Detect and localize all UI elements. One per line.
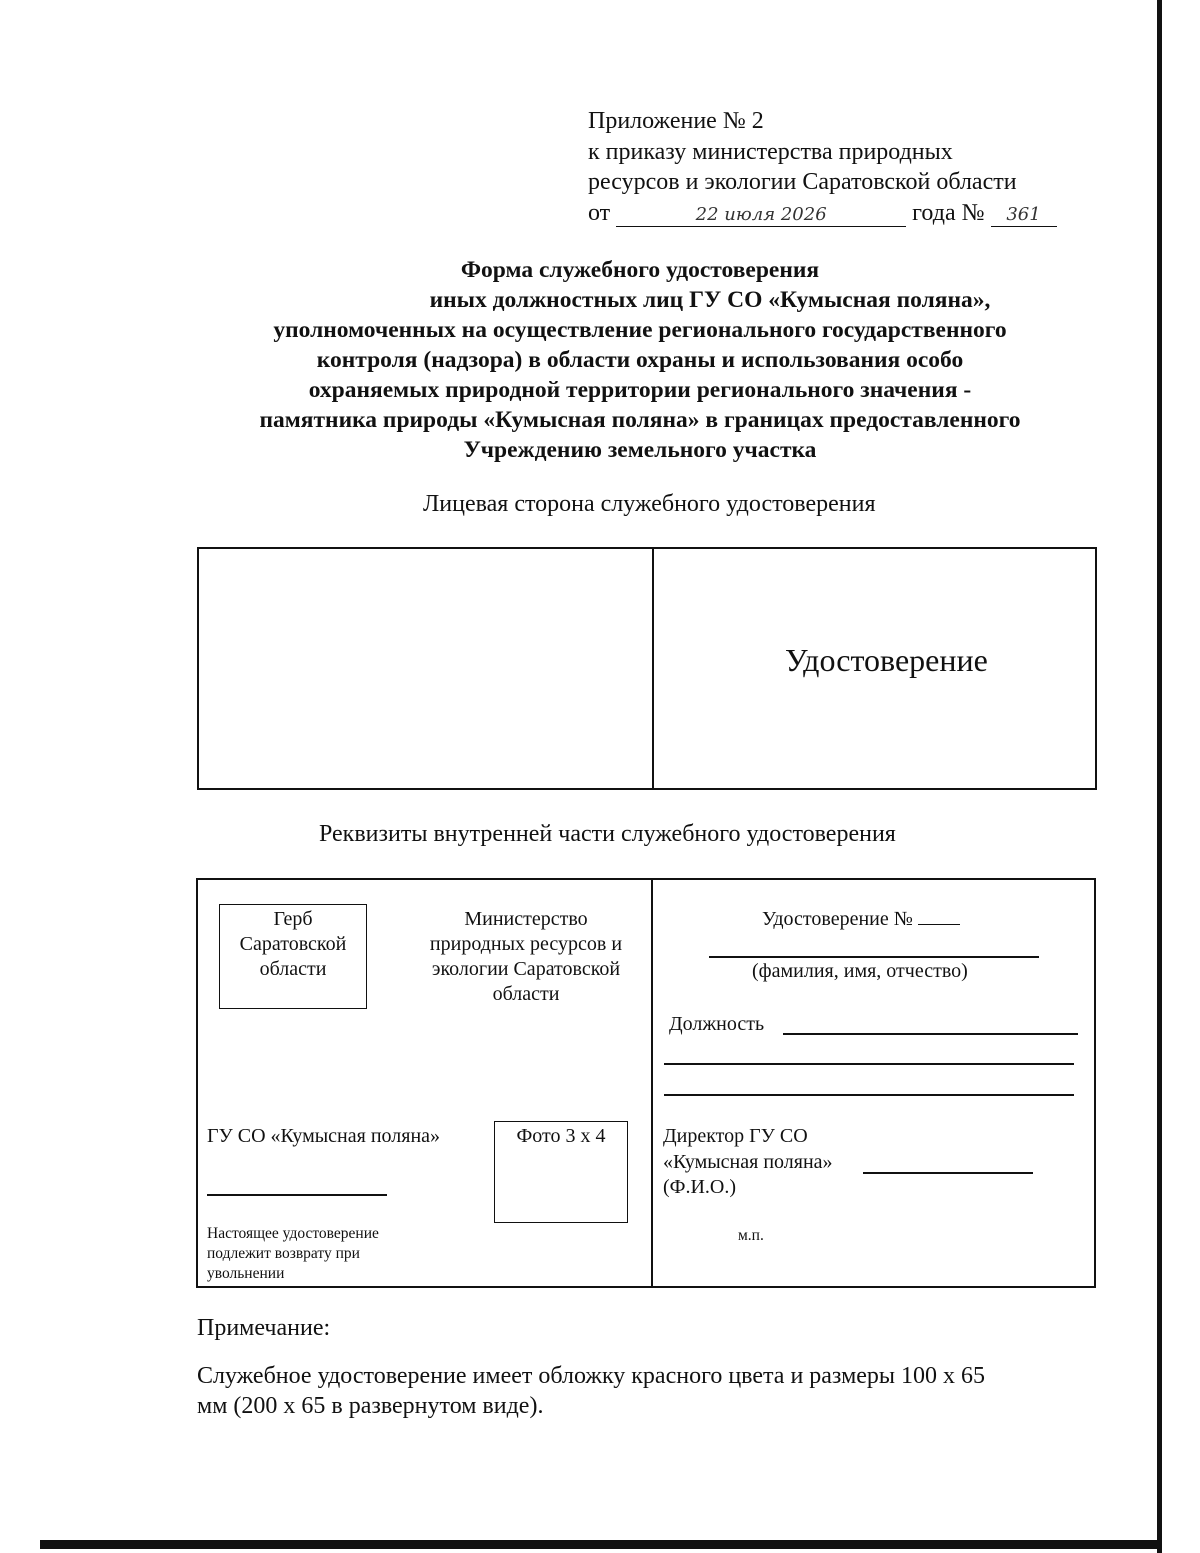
scan-edge-bottom: [40, 1540, 1162, 1549]
inner-side-heading: Реквизиты внутренней части служебного удостоверения: [319, 821, 896, 847]
position-line-2: [664, 1063, 1074, 1065]
front-card-divider: [652, 549, 654, 788]
director-org: «Кумысная поляна»: [663, 1151, 833, 1173]
position-line-1: [783, 1033, 1078, 1035]
title-line: Учреждению земельного участка: [463, 437, 817, 463]
appendix-order-ref: к приказу министерства природных: [588, 138, 953, 165]
director-fio: (Ф.И.О.): [663, 1176, 737, 1198]
coat-of-arms-line: Саратовской: [239, 933, 347, 955]
order-number-handwritten: 361: [991, 204, 1057, 227]
year-label: года №: [912, 199, 985, 226]
position-label: Должность: [669, 1013, 765, 1035]
coat-of-arms-placeholder: [219, 904, 367, 1009]
appendix-date-line: [588, 198, 1057, 229]
ministry-line: природных ресурсов и: [429, 933, 623, 955]
note-text-line-2: мм (200 х 65 в развернутом виде).: [197, 1393, 544, 1419]
date-handwritten: 22 июля 2026: [616, 204, 906, 227]
date-prefix: от: [588, 199, 611, 226]
form-title: [180, 255, 1100, 465]
position-line-3: [664, 1094, 1074, 1096]
director-title: Директор ГУ СО: [663, 1125, 808, 1147]
certificate-number-blank: [918, 924, 960, 925]
organization-name: ГУ СО «Кумысная поляна»: [207, 1125, 441, 1147]
note-text-line-1: Служебное удостоверение имеет обложку красного цвета и размеры 100 х 65: [197, 1363, 986, 1389]
fio-line: [709, 956, 1039, 958]
photo-label: Фото 3 х 4: [516, 1125, 606, 1147]
return-note-line: подлежит возврату при: [207, 1245, 360, 1262]
title-line: Форма служебного удостоверения: [460, 257, 820, 283]
title-line: памятника природы «Кумысная поляна» в границах предоставленного: [259, 407, 1021, 433]
appendix-ministry: ресурсов и экологии Саратовской области: [588, 169, 1017, 195]
director-signature-line: [863, 1172, 1033, 1174]
ministry-line: Министерство: [464, 908, 588, 930]
return-note-line: Настоящее удостоверение: [207, 1225, 379, 1242]
note-label: Примечание:: [197, 1315, 331, 1341]
certificate-number-label: Удостоверение №: [762, 908, 913, 930]
scan-edge-right: [1157, 0, 1162, 1553]
ministry-name: [410, 907, 642, 1007]
ministry-line: области: [492, 983, 560, 1005]
certificate-number: [762, 907, 960, 932]
coat-of-arms-line: области: [259, 958, 327, 980]
return-note: [207, 1224, 379, 1284]
fio-caption: (фамилия, имя, отчество): [752, 960, 968, 982]
title-line: иных должностных лиц ГУ СО «Кумысная поляна»,: [429, 287, 991, 313]
front-side-heading: Лицевая сторона служебного удостоверения: [423, 491, 876, 517]
title-line: уполномоченных на осуществление регионального государственного: [273, 317, 1007, 343]
front-card-label: Удостоверение: [785, 642, 988, 678]
ministry-line: экологии Саратовской: [431, 958, 621, 980]
title-line: контроля (надзора) в области охраны и использования особо: [316, 347, 964, 373]
photo-placeholder: [494, 1121, 628, 1223]
coat-of-arms-line: Герб: [273, 908, 313, 930]
signature-line: [207, 1194, 387, 1196]
appendix-block: [588, 106, 1057, 228]
stamp-place: м.п.: [738, 1227, 764, 1244]
return-note-line: увольнении: [207, 1265, 285, 1282]
appendix-number: Приложение № 2: [588, 108, 764, 134]
title-line: охраняемых природной территории регионального значения -: [308, 377, 972, 403]
inner-card-divider: [651, 880, 653, 1286]
